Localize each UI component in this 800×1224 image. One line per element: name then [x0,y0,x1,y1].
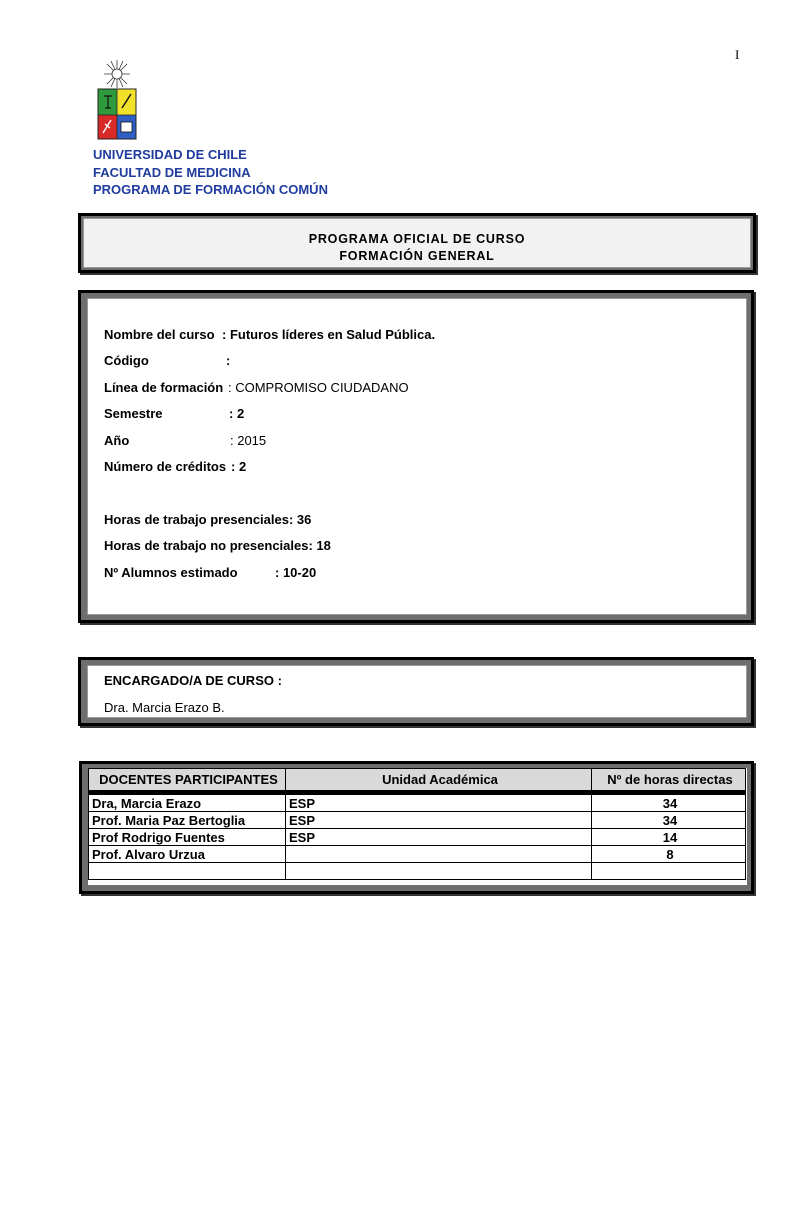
semester-label: Semestre [104,406,163,421]
credits-row [104,459,247,474]
course-name-value: : Futuros líderes en Salud Pública. [222,327,436,342]
academic-unit: ESP [286,812,592,829]
header-teachers: DOCENTES PARTICIPANTES [89,769,286,793]
course-name-row [104,327,436,342]
year-row [104,433,267,448]
direct-hours: 8 [592,846,746,863]
academic-unit [286,846,592,863]
students-label: Nº Alumnos estimado [104,565,238,580]
training-line-value: : COMPROMISO CIUDADANO [228,380,409,395]
course-manager-label: ENCARGADO/A DE CURSO : [104,673,282,688]
semester-row [104,406,245,421]
course-name-label: Nombre del curso [104,327,215,342]
academic-unit [286,863,592,880]
course-manager-box [78,657,754,726]
year-value: : 2015 [230,433,267,448]
teacher-name: Prof. Alvaro Urzua [89,846,286,863]
teachers-table-box [79,761,754,894]
faculty-name: FACULTAD DE MEDICINA [93,164,251,180]
teacher-name [89,863,286,880]
university-name: UNIVERSIDAD DE CHILE [93,147,247,162]
table-row [89,793,746,812]
institution-block [93,146,328,199]
students-value: : 10-20 [275,565,317,580]
table-row [89,812,746,829]
page-number: I [735,47,740,62]
title-box [78,213,756,273]
table-row [89,829,746,846]
table-row [89,846,746,863]
title-line-2: FORMACIÓN GENERAL [339,249,495,263]
credits-value: : 2 [231,459,247,474]
academic-unit: ESP [286,829,592,846]
students-row [104,565,317,580]
teacher-name: Dra, Marcia Erazo [89,793,286,812]
remote-hours-row: Horas de trabajo no presenciales: 18 [104,538,331,553]
year-label: Año [104,433,130,448]
academic-unit: ESP [286,793,592,812]
direct-hours: 34 [592,812,746,829]
training-line-row [104,380,409,395]
course-manager-name: Dra. Marcia Erazo B. [104,700,225,715]
in-person-hours-row: Horas de trabajo presenciales: 36 [104,512,312,527]
table-header-row [89,769,746,793]
university-crest-icon [96,58,138,142]
course-code-value: : [226,353,231,368]
teacher-name: Prof Rodrigo Fuentes [89,829,286,846]
training-line-label: Línea de formación [104,380,224,395]
credits-label: Número de créditos [104,459,227,474]
course-info-box [78,290,754,623]
program-name: PROGRAMA DE FORMACIÓN COMÚN [93,182,328,197]
document-title [84,231,750,265]
course-code-row [104,353,231,368]
direct-hours: 14 [592,829,746,846]
teachers-table [88,768,746,880]
title-line-1: PROGRAMA OFICIAL DE CURSO [308,232,526,246]
teacher-name: Prof. Maria Paz Bertoglia [89,812,286,829]
table-row [89,863,746,880]
header-academic-unit: Unidad Académica [286,769,592,793]
semester-value: : 2 [229,406,245,421]
direct-hours [592,863,746,880]
course-code-label: Código [104,353,149,368]
direct-hours: 34 [592,793,746,812]
header-direct-hours: Nº de horas directas [592,769,746,793]
